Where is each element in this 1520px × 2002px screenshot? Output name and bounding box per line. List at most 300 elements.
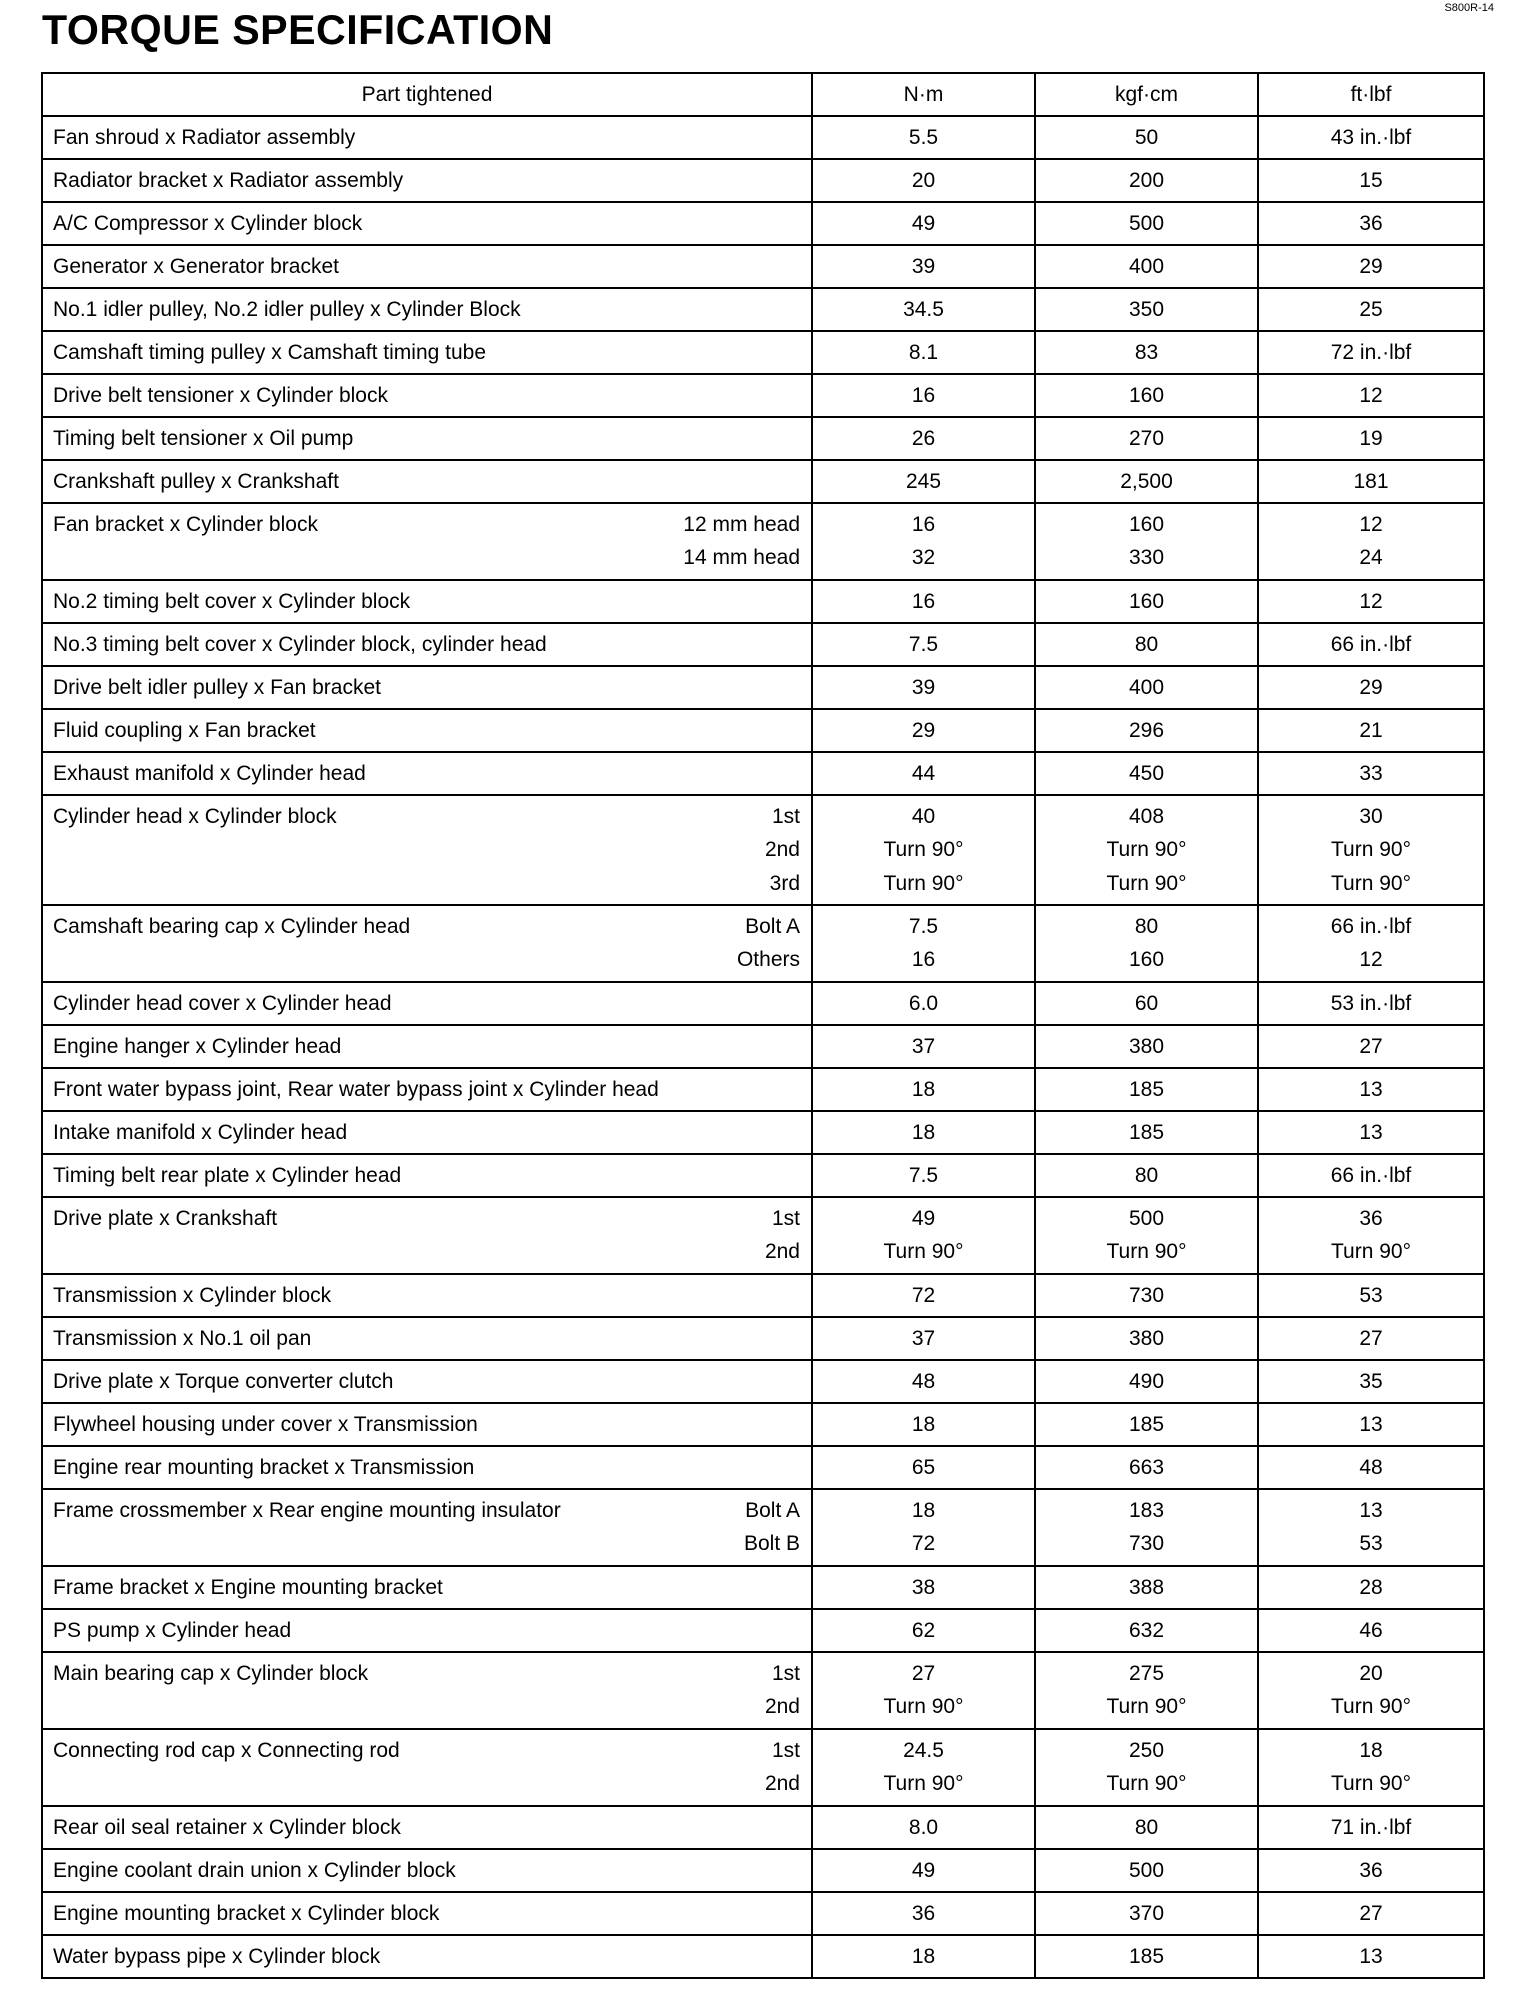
part-name: Engine coolant drain union x Cylinder block bbox=[53, 1859, 456, 1882]
ft-lbf-value: 18 bbox=[1359, 1739, 1383, 1762]
kgf-cm-value-cell bbox=[1035, 503, 1258, 580]
part-cell bbox=[42, 623, 812, 666]
ft-lbf-value-cell bbox=[1258, 159, 1484, 202]
nm-value: 37 bbox=[911, 1327, 936, 1350]
document-code: S800R-14 bbox=[1444, 2, 1494, 14]
nm-value-cell bbox=[812, 460, 1035, 503]
kgf-cm-value: 200 bbox=[1128, 169, 1165, 192]
nm-value-cell bbox=[812, 1892, 1035, 1935]
kgf-cm-value-cell bbox=[1035, 905, 1258, 982]
table-row bbox=[42, 666, 1484, 709]
ft-lbf-value: 53 bbox=[1359, 1532, 1383, 1556]
part-name: Drive plate x Torque converter clutch bbox=[53, 1370, 394, 1393]
kgf-cm-value-cell bbox=[1035, 1652, 1258, 1729]
table-row bbox=[42, 202, 1484, 245]
kgf-cm-value-cell bbox=[1035, 580, 1258, 623]
torque-spec-table bbox=[41, 72, 1485, 1979]
kgf-cm-value: 80 bbox=[1134, 1164, 1159, 1187]
ft-lbf-value: 19 bbox=[1359, 427, 1383, 450]
nm-value: 38 bbox=[911, 1576, 936, 1599]
condition-label: 2nd bbox=[764, 1240, 800, 1264]
table-row bbox=[42, 1360, 1484, 1403]
nm-value-cell bbox=[812, 245, 1035, 288]
kgf-cm-value: 490 bbox=[1128, 1370, 1165, 1393]
part-name: No.1 idler pulley, No.2 idler pulley x Cylinder Block bbox=[53, 298, 521, 321]
table-row bbox=[42, 1935, 1484, 1978]
nm-value: Turn 90° bbox=[883, 1772, 964, 1796]
kgf-cm-value: 400 bbox=[1128, 676, 1165, 699]
part-cell bbox=[42, 1154, 812, 1197]
ft-lbf-value-cell bbox=[1258, 116, 1484, 159]
part-cell bbox=[42, 245, 812, 288]
kgf-cm-value-cell bbox=[1035, 1068, 1258, 1111]
condition-label: 14 mm head bbox=[683, 546, 800, 570]
part-name: Fluid coupling x Fan bracket bbox=[53, 719, 316, 742]
kgf-cm-value: 80 bbox=[1134, 915, 1159, 938]
condition-label: Bolt B bbox=[743, 1532, 800, 1556]
kgf-cm-value-cell bbox=[1035, 1403, 1258, 1446]
ft-lbf-value: 72 in.·lbf bbox=[1330, 341, 1412, 364]
part-name: Water bypass pipe x Cylinder block bbox=[53, 1945, 381, 1968]
part-cell bbox=[42, 1729, 812, 1806]
nm-value: 36 bbox=[911, 1902, 936, 1925]
ft-lbf-value-cell bbox=[1258, 905, 1484, 982]
ft-lbf-value-cell bbox=[1258, 1566, 1484, 1609]
table-row bbox=[42, 795, 1484, 905]
part-cell bbox=[42, 331, 812, 374]
ft-lbf-value-cell bbox=[1258, 982, 1484, 1025]
nm-value: 40 bbox=[911, 805, 936, 828]
nm-value: 16 bbox=[911, 513, 936, 536]
kgf-cm-value: 730 bbox=[1128, 1532, 1165, 1556]
ft-lbf-value-cell bbox=[1258, 1446, 1484, 1489]
table-row bbox=[42, 1403, 1484, 1446]
kgf-cm-value-cell bbox=[1035, 1892, 1258, 1935]
part-name: Engine hanger x Cylinder head bbox=[53, 1035, 342, 1058]
part-cell bbox=[42, 580, 812, 623]
kgf-cm-value-cell bbox=[1035, 1566, 1258, 1609]
part-name: Main bearing cap x Cylinder block bbox=[53, 1662, 369, 1685]
ft-lbf-value-cell bbox=[1258, 417, 1484, 460]
ft-lbf-value: 13 bbox=[1359, 1945, 1383, 1968]
nm-value-cell bbox=[812, 795, 1035, 905]
nm-value: 18 bbox=[911, 1078, 936, 1101]
ft-lbf-value-cell bbox=[1258, 245, 1484, 288]
table-row bbox=[42, 1025, 1484, 1068]
part-cell bbox=[42, 374, 812, 417]
ft-lbf-value: Turn 90° bbox=[1331, 1772, 1411, 1796]
part-name: Crankshaft pulley x Crankshaft bbox=[53, 470, 339, 493]
nm-value-cell bbox=[812, 374, 1035, 417]
nm-value-cell bbox=[812, 1806, 1035, 1849]
nm-value-cell bbox=[812, 982, 1035, 1025]
condition-label: 1st bbox=[771, 1739, 800, 1762]
page-title: TORQUE SPECIFICATION bbox=[42, 6, 554, 53]
nm-value-cell bbox=[812, 503, 1035, 580]
part-cell bbox=[42, 1446, 812, 1489]
ft-lbf-value-cell bbox=[1258, 1025, 1484, 1068]
ft-lbf-value: 27 bbox=[1359, 1327, 1383, 1350]
kgf-cm-value-cell bbox=[1035, 1111, 1258, 1154]
header-part-tightened: Part tightened bbox=[42, 73, 812, 116]
nm-value: 27 bbox=[911, 1662, 936, 1685]
ft-lbf-value: 12 bbox=[1359, 590, 1383, 613]
ft-lbf-value-cell bbox=[1258, 1489, 1484, 1566]
nm-value: 5.5 bbox=[908, 126, 939, 149]
ft-lbf-value: 24 bbox=[1359, 546, 1383, 570]
table-row bbox=[42, 288, 1484, 331]
table-row bbox=[42, 159, 1484, 202]
nm-value: 34.5 bbox=[903, 298, 944, 321]
kgf-cm-value: 183 bbox=[1128, 1499, 1165, 1522]
nm-value: 26 bbox=[911, 427, 936, 450]
kgf-cm-value: 296 bbox=[1128, 719, 1165, 742]
kgf-cm-value-cell bbox=[1035, 374, 1258, 417]
table-row bbox=[42, 116, 1484, 159]
ft-lbf-value-cell bbox=[1258, 288, 1484, 331]
kgf-cm-value-cell bbox=[1035, 1849, 1258, 1892]
part-name: Flywheel housing under cover x Transmission bbox=[53, 1413, 478, 1436]
part-cell bbox=[42, 1274, 812, 1317]
kgf-cm-value: 160 bbox=[1128, 384, 1165, 407]
kgf-cm-value-cell bbox=[1035, 245, 1258, 288]
nm-value-cell bbox=[812, 288, 1035, 331]
part-cell bbox=[42, 417, 812, 460]
nm-value: Turn 90° bbox=[883, 838, 964, 862]
condition-label: Bolt A bbox=[745, 915, 800, 938]
table-row bbox=[42, 1566, 1484, 1609]
kgf-cm-value-cell bbox=[1035, 795, 1258, 905]
ft-lbf-value-cell bbox=[1258, 1935, 1484, 1978]
part-name: Fan bracket x Cylinder block bbox=[53, 513, 318, 536]
ft-lbf-value: 66 in.·lbf bbox=[1330, 633, 1412, 656]
ft-lbf-value: 33 bbox=[1359, 762, 1383, 785]
condition-label: 2nd bbox=[764, 1772, 800, 1796]
nm-value: 7.5 bbox=[908, 1164, 939, 1187]
nm-value-cell bbox=[812, 1729, 1035, 1806]
part-name: Camshaft timing pulley x Camshaft timing tube bbox=[53, 341, 487, 364]
kgf-cm-value-cell bbox=[1035, 1489, 1258, 1566]
kgf-cm-value-cell bbox=[1035, 1806, 1258, 1849]
nm-value-cell bbox=[812, 709, 1035, 752]
part-name: Cylinder head x Cylinder block bbox=[53, 805, 337, 828]
part-name: Drive plate x Crankshaft bbox=[53, 1207, 278, 1230]
nm-value: 72 bbox=[911, 1284, 936, 1307]
kgf-cm-value-cell bbox=[1035, 1935, 1258, 1978]
ft-lbf-value-cell bbox=[1258, 1317, 1484, 1360]
ft-lbf-value-cell bbox=[1258, 1154, 1484, 1197]
nm-value-cell bbox=[812, 116, 1035, 159]
part-cell bbox=[42, 288, 812, 331]
ft-lbf-value-cell bbox=[1258, 1892, 1484, 1935]
kgf-cm-value: 60 bbox=[1134, 992, 1159, 1015]
part-cell bbox=[42, 982, 812, 1025]
part-cell bbox=[42, 1892, 812, 1935]
nm-value: 7.5 bbox=[908, 915, 939, 938]
kgf-cm-value-cell bbox=[1035, 1609, 1258, 1652]
ft-lbf-value-cell bbox=[1258, 1849, 1484, 1892]
table-row bbox=[42, 1154, 1484, 1197]
nm-value: 18 bbox=[911, 1945, 936, 1968]
part-cell bbox=[42, 1068, 812, 1111]
nm-value-cell bbox=[812, 1274, 1035, 1317]
ft-lbf-value: Turn 90° bbox=[1331, 871, 1411, 895]
ft-lbf-value: Turn 90° bbox=[1331, 838, 1411, 862]
ft-lbf-value: 28 bbox=[1359, 1576, 1383, 1599]
table-row bbox=[42, 417, 1484, 460]
ft-lbf-value-cell bbox=[1258, 1403, 1484, 1446]
part-name: Exhaust manifold x Cylinder head bbox=[53, 762, 366, 785]
ft-lbf-value-cell bbox=[1258, 1609, 1484, 1652]
nm-value-cell bbox=[812, 752, 1035, 795]
ft-lbf-value: 21 bbox=[1359, 719, 1383, 742]
nm-value: 62 bbox=[911, 1619, 936, 1642]
kgf-cm-value-cell bbox=[1035, 1274, 1258, 1317]
ft-lbf-value: 181 bbox=[1353, 470, 1389, 493]
ft-lbf-value: 12 bbox=[1359, 384, 1383, 407]
part-cell bbox=[42, 795, 812, 905]
ft-lbf-value-cell bbox=[1258, 666, 1484, 709]
table-row bbox=[42, 1609, 1484, 1652]
ft-lbf-value: 66 in.·lbf bbox=[1330, 915, 1412, 938]
nm-value-cell bbox=[812, 1154, 1035, 1197]
part-name: Connecting rod cap x Connecting rod bbox=[53, 1739, 400, 1762]
part-name: Front water bypass joint, Rear water bypass joint x Cylinder head bbox=[53, 1078, 659, 1101]
kgf-cm-value-cell bbox=[1035, 709, 1258, 752]
kgf-cm-value: 450 bbox=[1128, 762, 1165, 785]
nm-value: 32 bbox=[911, 546, 936, 570]
ft-lbf-value: 29 bbox=[1359, 676, 1383, 699]
nm-value-cell bbox=[812, 1849, 1035, 1892]
kgf-cm-value-cell bbox=[1035, 1729, 1258, 1806]
ft-lbf-value: 12 bbox=[1359, 948, 1383, 972]
nm-value: 39 bbox=[911, 676, 936, 699]
part-cell bbox=[42, 503, 812, 580]
part-cell bbox=[42, 752, 812, 795]
kgf-cm-value: 160 bbox=[1128, 513, 1165, 536]
kgf-cm-value: 185 bbox=[1128, 1945, 1165, 1968]
ft-lbf-value: 13 bbox=[1359, 1078, 1383, 1101]
nm-value: 18 bbox=[911, 1413, 936, 1436]
nm-value: 48 bbox=[911, 1370, 936, 1393]
nm-value-cell bbox=[812, 417, 1035, 460]
kgf-cm-value-cell bbox=[1035, 417, 1258, 460]
nm-value-cell bbox=[812, 1446, 1035, 1489]
kgf-cm-value: 2,500 bbox=[1120, 470, 1173, 493]
part-cell bbox=[42, 116, 812, 159]
part-name: No.3 timing belt cover x Cylinder block, cylinder head bbox=[53, 633, 547, 656]
part-cell bbox=[42, 1652, 812, 1729]
part-name: Intake manifold x Cylinder head bbox=[53, 1121, 348, 1144]
ft-lbf-value: 13 bbox=[1359, 1121, 1383, 1144]
part-cell bbox=[42, 1609, 812, 1652]
part-name: Timing belt tensioner x Oil pump bbox=[53, 427, 354, 450]
nm-value: 8.0 bbox=[908, 1816, 939, 1839]
kgf-cm-value-cell bbox=[1035, 288, 1258, 331]
part-name: Fan shroud x Radiator assembly bbox=[53, 126, 356, 149]
table-row bbox=[42, 245, 1484, 288]
nm-value-cell bbox=[812, 1068, 1035, 1111]
nm-value: 18 bbox=[911, 1499, 936, 1522]
ft-lbf-value-cell bbox=[1258, 460, 1484, 503]
nm-value: 24.5 bbox=[903, 1739, 944, 1762]
kgf-cm-value: Turn 90° bbox=[1106, 838, 1187, 862]
kgf-cm-value-cell bbox=[1035, 1360, 1258, 1403]
ft-lbf-value-cell bbox=[1258, 503, 1484, 580]
kgf-cm-value-cell bbox=[1035, 116, 1258, 159]
table-row bbox=[42, 982, 1484, 1025]
nm-value: 29 bbox=[911, 719, 936, 742]
part-cell bbox=[42, 1403, 812, 1446]
nm-value-cell bbox=[812, 1403, 1035, 1446]
kgf-cm-value: 663 bbox=[1128, 1456, 1165, 1479]
nm-value-cell bbox=[812, 580, 1035, 623]
table-row bbox=[42, 752, 1484, 795]
condition-label: 1st bbox=[771, 1662, 800, 1685]
ft-lbf-value-cell bbox=[1258, 1729, 1484, 1806]
ft-lbf-value-cell bbox=[1258, 623, 1484, 666]
nm-value: Turn 90° bbox=[883, 1240, 964, 1264]
condition-label: 1st bbox=[771, 805, 800, 828]
nm-value: 37 bbox=[911, 1035, 936, 1058]
part-cell bbox=[42, 1360, 812, 1403]
kgf-cm-value-cell bbox=[1035, 460, 1258, 503]
part-cell bbox=[42, 1317, 812, 1360]
ft-lbf-value: 27 bbox=[1359, 1902, 1383, 1925]
nm-value-cell bbox=[812, 1566, 1035, 1609]
nm-value: 16 bbox=[911, 590, 936, 613]
nm-value: 6.0 bbox=[908, 992, 939, 1015]
kgf-cm-value: Turn 90° bbox=[1106, 1240, 1187, 1264]
nm-value-cell bbox=[812, 1197, 1035, 1274]
kgf-cm-value: 350 bbox=[1128, 298, 1165, 321]
nm-value-cell bbox=[812, 1935, 1035, 1978]
part-cell bbox=[42, 905, 812, 982]
nm-value: 72 bbox=[911, 1532, 936, 1556]
ft-lbf-value-cell bbox=[1258, 374, 1484, 417]
part-cell bbox=[42, 709, 812, 752]
part-name: No.2 timing belt cover x Cylinder block bbox=[53, 590, 411, 613]
ft-lbf-value-cell bbox=[1258, 752, 1484, 795]
kgf-cm-value: 330 bbox=[1128, 546, 1165, 570]
table-row bbox=[42, 1446, 1484, 1489]
ft-lbf-value: 35 bbox=[1359, 1370, 1383, 1393]
ft-lbf-value-cell bbox=[1258, 1197, 1484, 1274]
kgf-cm-value: Turn 90° bbox=[1106, 1772, 1187, 1796]
nm-value: 39 bbox=[911, 255, 936, 278]
kgf-cm-value: 370 bbox=[1128, 1902, 1165, 1925]
kgf-cm-value: 83 bbox=[1134, 341, 1159, 364]
ft-lbf-value-cell bbox=[1258, 1111, 1484, 1154]
condition-label: 3rd bbox=[769, 871, 800, 895]
kgf-cm-value-cell bbox=[1035, 666, 1258, 709]
nm-value: Turn 90° bbox=[883, 871, 964, 895]
ft-lbf-value-cell bbox=[1258, 1068, 1484, 1111]
kgf-cm-value: 185 bbox=[1128, 1121, 1165, 1144]
kgf-cm-value: Turn 90° bbox=[1106, 1695, 1187, 1719]
part-name: Transmission x No.1 oil pan bbox=[53, 1327, 312, 1350]
kgf-cm-value: 500 bbox=[1128, 1207, 1165, 1230]
ft-lbf-value: 48 bbox=[1359, 1456, 1383, 1479]
kgf-cm-value-cell bbox=[1035, 331, 1258, 374]
ft-lbf-value: 25 bbox=[1359, 298, 1383, 321]
part-name: A/C Compressor x Cylinder block bbox=[53, 212, 363, 235]
part-name: Frame bracket x Engine mounting bracket bbox=[53, 1576, 443, 1599]
kgf-cm-value-cell bbox=[1035, 1446, 1258, 1489]
part-name: Radiator bracket x Radiator assembly bbox=[53, 169, 404, 192]
part-name: Rear oil seal retainer x Cylinder block bbox=[53, 1816, 401, 1839]
kgf-cm-value: 500 bbox=[1128, 212, 1165, 235]
kgf-cm-value-cell bbox=[1035, 1197, 1258, 1274]
part-name: Camshaft bearing cap x Cylinder head bbox=[53, 915, 411, 938]
nm-value-cell bbox=[812, 666, 1035, 709]
table-row bbox=[42, 1068, 1484, 1111]
ft-lbf-value-cell bbox=[1258, 580, 1484, 623]
ft-lbf-value-cell bbox=[1258, 1274, 1484, 1317]
kgf-cm-value-cell bbox=[1035, 159, 1258, 202]
ft-lbf-value: 13 bbox=[1359, 1499, 1383, 1522]
header-kgf-cm: kgf·cm bbox=[1035, 73, 1258, 116]
condition-label: 1st bbox=[771, 1207, 800, 1230]
nm-value: Turn 90° bbox=[883, 1695, 964, 1719]
kgf-cm-value: 380 bbox=[1128, 1327, 1165, 1350]
nm-value-cell bbox=[812, 1489, 1035, 1566]
part-name: Drive belt tensioner x Cylinder block bbox=[53, 384, 388, 407]
ft-lbf-value-cell bbox=[1258, 1806, 1484, 1849]
ft-lbf-value: 13 bbox=[1359, 1413, 1383, 1436]
nm-value-cell bbox=[812, 202, 1035, 245]
kgf-cm-value: 270 bbox=[1128, 427, 1165, 450]
nm-value: 49 bbox=[911, 1859, 936, 1882]
table-row bbox=[42, 709, 1484, 752]
part-name: PS pump x Cylinder head bbox=[53, 1619, 292, 1642]
nm-value: 20 bbox=[911, 169, 936, 192]
kgf-cm-value: 388 bbox=[1128, 1576, 1165, 1599]
ft-lbf-value: 29 bbox=[1359, 255, 1383, 278]
part-cell bbox=[42, 159, 812, 202]
ft-lbf-value: 53 in.·lbf bbox=[1330, 992, 1412, 1015]
kgf-cm-value: 275 bbox=[1128, 1662, 1165, 1685]
nm-value: 245 bbox=[905, 470, 942, 493]
part-cell bbox=[42, 1111, 812, 1154]
table-row bbox=[42, 331, 1484, 374]
condition-label: 2nd bbox=[764, 1695, 800, 1719]
kgf-cm-value-cell bbox=[1035, 202, 1258, 245]
ft-lbf-value: 36 bbox=[1359, 1207, 1383, 1230]
kgf-cm-value: 408 bbox=[1128, 805, 1165, 828]
part-cell bbox=[42, 1806, 812, 1849]
nm-value-cell bbox=[812, 1652, 1035, 1729]
part-name: Timing belt rear plate x Cylinder head bbox=[53, 1164, 402, 1187]
nm-value: 44 bbox=[911, 762, 936, 785]
part-name: Transmission x Cylinder block bbox=[53, 1284, 332, 1307]
ft-lbf-value: 36 bbox=[1359, 212, 1383, 235]
table-row bbox=[42, 905, 1484, 982]
nm-value: 49 bbox=[911, 212, 936, 235]
ft-lbf-value: 43 in.·lbf bbox=[1330, 126, 1412, 149]
nm-value-cell bbox=[812, 905, 1035, 982]
nm-value-cell bbox=[812, 1111, 1035, 1154]
table-row bbox=[42, 374, 1484, 417]
kgf-cm-value: 185 bbox=[1128, 1078, 1165, 1101]
ft-lbf-value-cell bbox=[1258, 1652, 1484, 1729]
kgf-cm-value-cell bbox=[1035, 1154, 1258, 1197]
kgf-cm-value: 160 bbox=[1128, 948, 1165, 972]
part-cell bbox=[42, 1566, 812, 1609]
nm-value-cell bbox=[812, 623, 1035, 666]
ft-lbf-value: 46 bbox=[1359, 1619, 1383, 1642]
part-name: Engine rear mounting bracket x Transmission bbox=[53, 1456, 475, 1479]
